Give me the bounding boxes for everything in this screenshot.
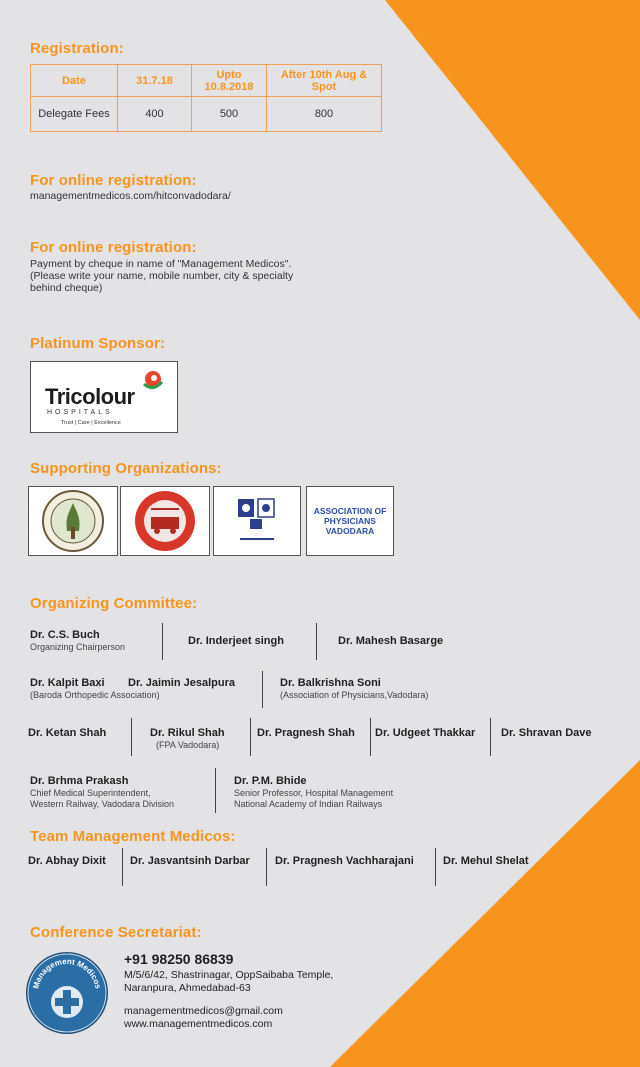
member-role: National Academy of Indian Railways: [234, 799, 383, 809]
logo-sub: HOSPITALS: [47, 409, 113, 416]
member-name: Dr. Udgeet Thakkar: [375, 727, 476, 739]
divider: [435, 848, 436, 886]
member-role: Senior Professor, Hospital Management: [234, 788, 394, 798]
member-name: Dr. Rikul Shah: [150, 727, 225, 739]
member-role: (Baroda Orthopedic Association): [30, 690, 160, 700]
email-link[interactable]: managementmedicos@gmail.com: [124, 1005, 283, 1017]
divider: [266, 848, 267, 886]
member-role: (Association of Physicians,Vadodara): [280, 690, 429, 700]
registration-heading: Registration:: [30, 40, 124, 57]
online-registration-heading: For online registration:: [30, 172, 197, 189]
divider: [490, 718, 491, 756]
team-heading: Team Management Medicos:: [30, 828, 236, 845]
table-row: [31, 97, 382, 132]
divider: [162, 623, 163, 660]
team-member: Dr. Jasvantsinh Darbar: [130, 855, 250, 867]
baroda-orthopedic-association-seal-icon: [29, 487, 117, 555]
platinum-sponsor-heading: Platinum Sponsor:: [30, 335, 166, 352]
member-name: Dr. Shravan Dave: [501, 727, 592, 739]
member-role: Chief Medical Superintendent,: [30, 788, 151, 798]
fee-upto: 500: [192, 97, 267, 132]
tricolour-hospitals-logo: [30, 361, 178, 433]
supporting-organizations-heading: Supporting Organizations:: [30, 460, 222, 477]
divider: [250, 718, 251, 756]
member-name: Dr. Brhma Prakash: [30, 775, 129, 787]
member-name: Dr. Jaimin Jesalpura: [128, 677, 235, 689]
association-of-physicians-logo: [306, 486, 394, 556]
member-name: Dr. Ketan Shah: [28, 727, 107, 739]
fpa-vadodara-logo: [213, 486, 301, 556]
cheque-line-2: (Please write your name, mobile number, city & specialty: [30, 270, 294, 282]
table-header-row: [31, 65, 382, 97]
address-line-1: M/5/6/42, Shastrinagar, OppSaibaba Temple,: [124, 969, 334, 981]
cheque-line-1: Payment by cheque in name of "Management Medicos".: [30, 258, 292, 270]
logo-arc-text: Management Medicos: [31, 956, 103, 990]
management-medicos-emblem-icon: [24, 950, 110, 1036]
assoc-line-3: VADODARA: [325, 526, 375, 536]
row-label: Delegate Fees: [31, 97, 118, 132]
member-name: Dr. Pragnesh Shah: [257, 727, 355, 739]
indian-railways-emblem-icon: [121, 487, 209, 555]
header-date: Date: [31, 65, 118, 97]
team-member: Dr. Mehul Shelat: [443, 855, 529, 867]
member-name: Dr. Inderjeet singh: [188, 635, 284, 647]
team-member: Dr. Pragnesh Vachharajani: [275, 855, 414, 867]
member-role: Organizing Chairperson: [30, 642, 126, 652]
baroda-orthopedic-logo: [28, 486, 118, 556]
divider: [215, 768, 216, 813]
header-early: 31.7.18: [118, 65, 192, 97]
assoc-line-2: PHYSICIANS: [324, 516, 376, 526]
organizing-committee-heading: Organizing Committee:: [30, 595, 198, 612]
fee-early: 400: [118, 97, 192, 132]
logo-name: Tricolour: [45, 384, 135, 409]
registration-url[interactable]: managementmedicos.com/hitconvadodara/: [30, 190, 231, 202]
member-name: Dr. P.M. Bhide: [234, 775, 307, 787]
cheque-line-3: behind cheque): [30, 282, 103, 294]
header-after: After 10th Aug & Spot: [267, 65, 382, 97]
member-name: Dr. Mahesh Basarge: [338, 635, 444, 647]
cheque-payment-heading: For online registration:: [30, 239, 197, 256]
divider: [262, 671, 263, 708]
divider: [316, 623, 317, 660]
member-name: Dr. C.S. Buch: [30, 629, 100, 641]
header-upto: Upto 10.8.2018: [192, 65, 267, 97]
member-role: (FPA Vadodara): [156, 740, 220, 750]
team-member: Dr. Abhay Dixit: [28, 855, 106, 867]
registration-table: [30, 64, 382, 132]
assoc-line-1: ASSOCIATION OF: [313, 506, 387, 516]
member-role: Western Railway, Vadodara Division: [30, 799, 175, 809]
tricolour-swoosh-icon: [141, 370, 165, 392]
divider: [370, 718, 371, 756]
fpa-vadodara-logo-icon: [214, 487, 300, 555]
website-link[interactable]: www.managementmedicos.com: [124, 1018, 273, 1030]
divider: [122, 848, 123, 886]
secretariat-heading: Conference Secretariat:: [30, 924, 202, 941]
address-line-2: Naranpura, Ahmedabad-63: [124, 982, 251, 994]
fee-after: 800: [267, 97, 382, 132]
member-name: Dr. Kalpit Baxi: [30, 677, 105, 689]
divider: [131, 718, 132, 756]
phone-number[interactable]: +91 98250 86839: [124, 951, 234, 967]
member-name: Dr. Balkrishna Soni: [280, 677, 381, 689]
logo-tagline: Trust | Care | Excellence: [61, 420, 121, 426]
indian-railways-logo: [120, 486, 210, 556]
management-medicos-logo: [24, 950, 110, 1036]
